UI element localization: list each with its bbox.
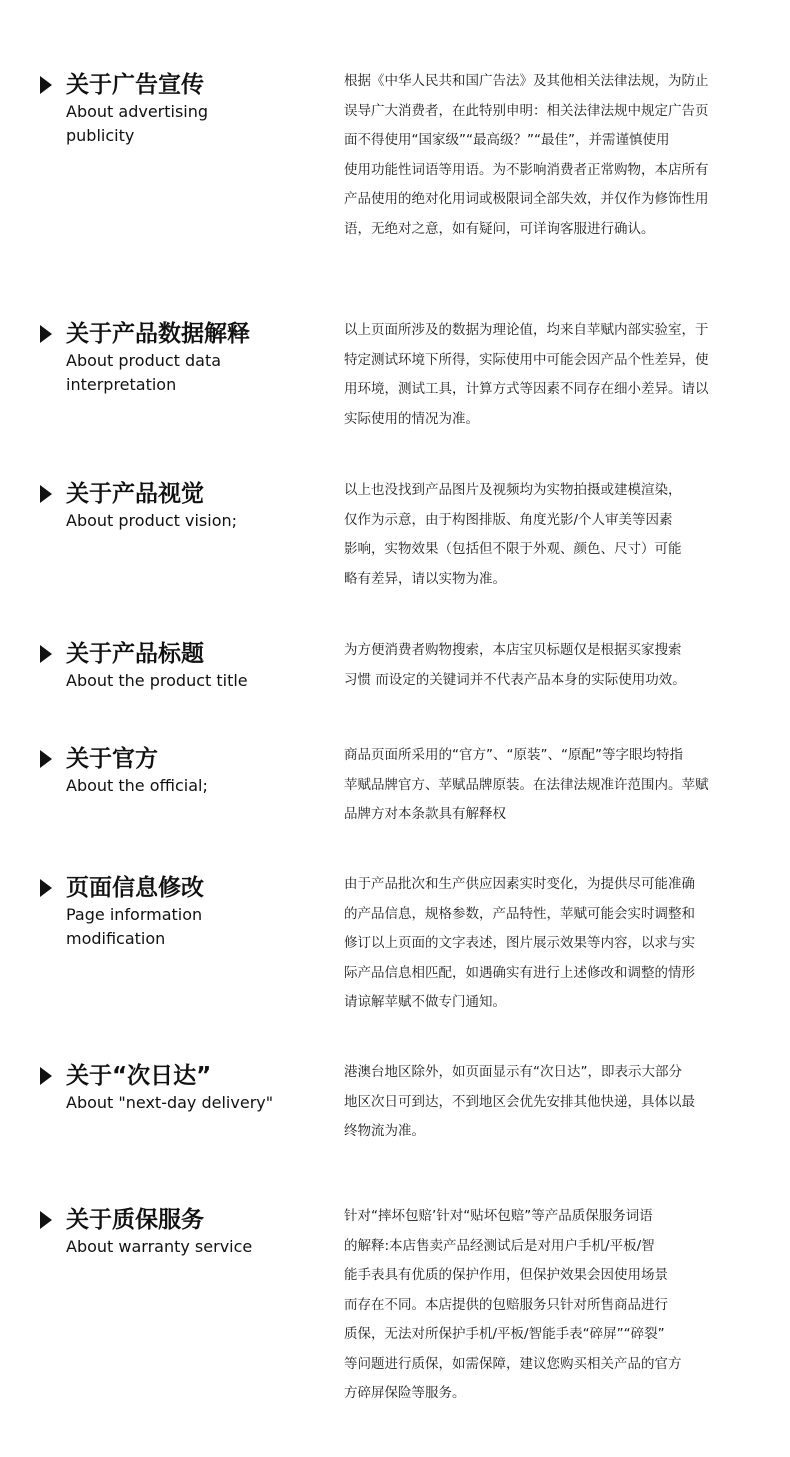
triangle-right-icon (40, 1067, 52, 1085)
body-line: 面不得使用“国家级”“最高级？”“最佳”，并需谨慎使用 (344, 132, 670, 148)
section-heading (40, 873, 330, 951)
section-title: 页面信息修改 (66, 875, 204, 901)
triangle-right-icon (40, 645, 52, 663)
triangle-right-icon (40, 76, 52, 94)
triangle-right-icon (40, 1211, 52, 1229)
section-title: 关于产品标题 (66, 641, 204, 667)
section-heading (40, 70, 330, 148)
body-line: 语，无绝对之意，如有疑问，可详询客服进行确认。 (344, 220, 655, 237)
body-line: 港澳台地区除外，如页面显示有“次日达”，即表示大部分 (344, 1064, 682, 1080)
section-title: 关于广告宣传 (66, 72, 204, 98)
body-line: 实际使用的情况为准。 (344, 410, 479, 427)
section-title: 关于产品视觉 (66, 481, 204, 507)
section-title: 关于“次日达” (66, 1063, 212, 1089)
section-heading (40, 479, 330, 533)
subtitle-line: interpretation (66, 375, 177, 394)
body-line: 针对“摔坏包赔’针对“贴坏包赔”等产品质保服务词语 (344, 1208, 653, 1224)
triangle-right-icon (40, 485, 52, 503)
section-title-row (40, 873, 330, 903)
body-line: 商品页面所采用的“官方”、“原装”、“原配”等字眼均特指 (344, 747, 683, 763)
body-line: 方碎屏保险等服务。 (344, 1385, 466, 1401)
body-line: 质保，无法对所保护手机/平板/智能手表“碎屏”“碎裂” (344, 1326, 665, 1342)
section-subtitle (66, 509, 306, 533)
subtitle-line: Page information (66, 905, 203, 924)
body-line: 根据《中华人民共和国广告法》及其他相关法律法规，为防止 (344, 73, 709, 89)
triangle-right-icon (40, 879, 52, 897)
body-line: 特定测试环境下所得，实际使用中可能会因产品个性差异，使 (344, 351, 709, 368)
body-line: 使用功能性词语等用语。为不影响消费者正常购物，本店所有 (344, 161, 709, 178)
body-line: 终物流为准。 (344, 1123, 425, 1139)
section-heading (40, 639, 330, 693)
section-subtitle (66, 1091, 306, 1115)
body-line: 习惯 而设定的关键词并不代表产品本身的实际使用功效。 (344, 671, 686, 688)
section-title-row (40, 1205, 330, 1235)
body-line: 等问题进行质保，如需保障，建议您购买相关产品的官方 (344, 1355, 682, 1372)
section-heading (40, 1061, 330, 1115)
section-title: 关于产品数据解释 (66, 321, 250, 347)
subtitle-line: About "next-day delivery" (66, 1093, 274, 1112)
section-subtitle (66, 669, 306, 693)
body-line: 苹赋品牌官方、苹赋品牌原装。在法律法规准许范围内。苹赋 (344, 776, 709, 793)
subtitle-line: About product vision; (66, 511, 238, 530)
section-heading (40, 319, 330, 397)
body-line: 而存在不同。本店提供的包赔服务只针对所售商品进行 (344, 1296, 668, 1313)
section-title: 关于质保服务 (66, 1207, 204, 1233)
body-line: 请谅解苹赋不做专门通知。 (344, 994, 506, 1010)
section-heading (40, 744, 330, 798)
subtitle-line: About product data (66, 351, 222, 370)
section-title: 关于官方 (66, 746, 158, 772)
section-subtitle (66, 1235, 306, 1259)
body-line: 以上也没找到产品图片及视频均为实物拍摄或建模渲染， (344, 482, 682, 498)
section-subtitle (66, 903, 306, 951)
section-title-row (40, 639, 330, 669)
body-line: 修订以上页面的文字表述，图片展示效果等内容，以求与实 (344, 935, 695, 951)
body-line: 产品使用的绝对化用词或极限词全部失效，并仅作为修饰性用 (344, 191, 709, 207)
section-body (344, 741, 780, 830)
section-body (344, 1058, 780, 1147)
section-subtitle (66, 774, 306, 798)
section-subtitle (66, 349, 306, 397)
body-line: 地区次日可到达，不到地区会优先安排其他快递，具体以最 (344, 1093, 695, 1110)
body-line: 际产品信息相匹配，如遇确实有进行上述修改和调整的情形 (344, 964, 695, 981)
subtitle-line: About advertising (66, 102, 209, 121)
subtitle-line: About the official; (66, 776, 208, 795)
body-line: 用环境，测试工具，计算方式等因素不同存在细小差异。请以 (344, 381, 709, 397)
body-line: 误导广大消费者，在此特别申明：相关法律法规中规定广告页 (344, 102, 709, 119)
section-title-row (40, 744, 330, 774)
body-line: 略有差异，请以实物为准。 (344, 570, 506, 587)
body-line: 仅作为示意，由于构图排版、角度光影/个人审美等因素 (344, 511, 673, 528)
section-body (344, 476, 780, 594)
body-line: 以上页面所涉及的数据为理论值，均来自苹赋内部实验室，于 (344, 322, 709, 338)
section-body (344, 636, 780, 695)
section-title-row (40, 319, 330, 349)
section-heading (40, 1205, 330, 1259)
section-body (344, 316, 780, 434)
triangle-right-icon (40, 750, 52, 768)
subtitle-line: About warranty service (66, 1237, 253, 1256)
body-line: 品牌方对本条款具有解释权 (344, 806, 506, 822)
body-line: 影响，实物效果（包括但不限于外观、颜色、尺寸）可能 (344, 541, 682, 557)
body-line: 的解释:本店售卖产品经测试后是对用户手机/平板/智 (344, 1237, 655, 1254)
section-title-row (40, 70, 330, 100)
body-line: 为方便消费者购物搜索，本店宝贝标题仅是根据买家搜索 (344, 642, 682, 658)
body-line: 能手表具有优质的保护作用，但保护效果会因使用场景 (344, 1267, 668, 1283)
body-line: 由于产品批次和生产供应因素实时变化，为提供尽可能准确 (344, 876, 695, 892)
subtitle-line: publicity (66, 126, 135, 145)
section-subtitle (66, 100, 306, 148)
section-title-row (40, 479, 330, 509)
section-body (344, 1202, 780, 1409)
section-body (344, 67, 780, 244)
body-line: 的产品信息，规格参数，产品特性，苹赋可能会实时调整和 (344, 905, 695, 922)
subtitle-line: modification (66, 929, 166, 948)
section-title-row (40, 1061, 330, 1091)
subtitle-line: About the product title (66, 671, 248, 690)
triangle-right-icon (40, 325, 52, 343)
section-body (344, 870, 780, 1018)
